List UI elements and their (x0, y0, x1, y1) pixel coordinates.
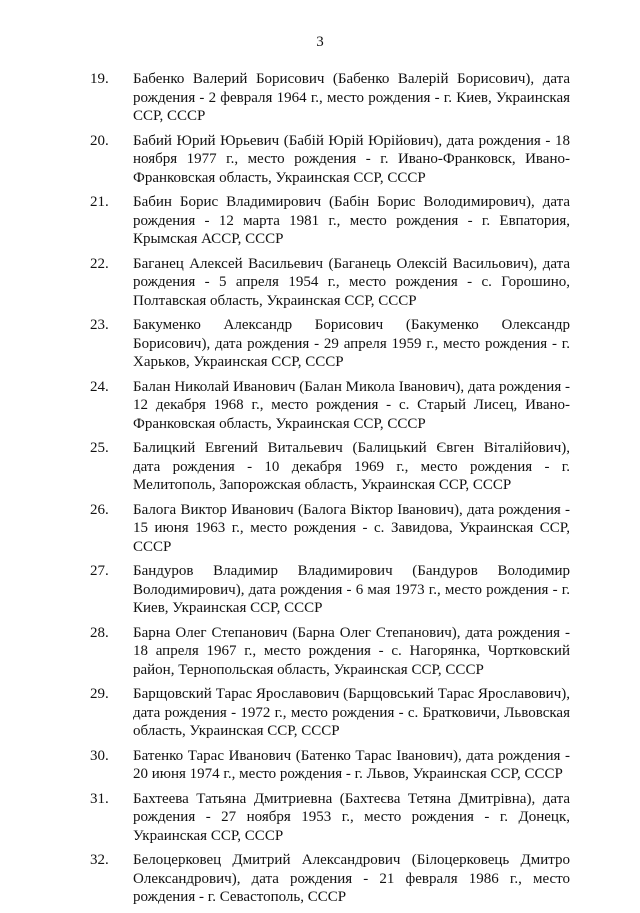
entry-number: 22. (90, 255, 109, 272)
entry-number: 28. (90, 624, 109, 641)
list-item (90, 439, 570, 495)
entry-number: 23. (90, 317, 109, 333)
list-item (90, 255, 570, 311)
entry-text: Балицкий Евгений Витальевич (Балицький Євген Віталійович), дата рождения - 10 декабря 1969 г., место рождения - г. Мелитополь, Запорожская область, Украинская ССР, СССР (133, 440, 570, 493)
entry-text: Бахтеева Татьяна Дмитриевна (Бахтеєва Тетяна Дмитрівна), дата рождения - 27 ноября 1953 г., место рождения - г. Донецк, Украинская ССР, СССР (133, 790, 570, 844)
entry-text: Батенко Тарас Иванович (Батенко Тарас Іванович), дата рождения - 20 июня 1974 г., место рождения - г. Львов, Украинская ССР, СССР (133, 747, 570, 782)
list-item (90, 790, 570, 846)
list-item (90, 193, 570, 249)
list-item (90, 851, 570, 907)
entry-text: Бабий Юрий Юрьевич (Бабій Юрій Юрійович), дата рождения - 18 ноября 1977 г., место рождения - г. Ивано-Франковск, Ивано-Франковская область, Украинская ССР, СССР (133, 132, 570, 186)
list-item (90, 624, 570, 680)
list-item (90, 562, 570, 618)
entry-text: Бандуров Владимир Владимирович (Бандуров Володимир Володимирович), дата рождения - 6 мая 1973 г., место рождения - г. Киев, Украинская ССР, СССР (133, 563, 570, 616)
entry-number: 27. (90, 563, 109, 579)
list-item (90, 132, 570, 188)
entry-text: Бабенко Валерий Борисович (Бабенко Валерій Борисович), дата рождения - 2 февраля 1964 г., место рождения - г. Киев, Украинская ССР, СССР (133, 71, 570, 124)
entry-number: 26. (90, 501, 109, 518)
entry-number: 20. (90, 132, 109, 149)
entry-number: 19. (90, 71, 109, 87)
entry-number: 32. (90, 852, 109, 868)
entry-text: Бабин Борис Владимирович (Бабін Борис Володимирович), дата рождения - 12 марта 1981 г., место рождения - г. Евпатория, Крымская АССР, СССР (133, 194, 570, 247)
entry-text: Белоцерковец Дмитрий Александрович (Білоцерковець Дмитро Олександрович), дата рождения - 21 февраля 1986 г., место рождения - г. Севастополь, СССР (133, 852, 570, 905)
entry-number: 30. (90, 747, 109, 764)
entry-text: Балога Виктор Иванович (Балога Віктор Іванович), дата рождения - 15 июня 1963 г., место рождения - с. Завидова, Украинская ССР, СССР (133, 501, 570, 555)
entry-text: Баганец Алексей Васильевич (Баганець Олексій Васильович), дата рождения - 5 апреля 1954 г., место рождения - с. Горошино, Полтавская область, Украинская ССР, СССР (133, 255, 570, 309)
list-item (90, 70, 570, 126)
page-number: 3 (316, 34, 324, 50)
list-item (90, 501, 570, 557)
entry-number: 31. (90, 790, 109, 807)
entry-text: Барщовский Тарас Ярославович (Барщовський Тарас Ярославович), дата рождения - 1972 г., место рождения - с. Братковичи, Львовская область, Украинская ССР, СССР (133, 686, 570, 739)
entry-number: 25. (90, 440, 109, 456)
entry-text: Балан Николай Иванович (Балан Микола Іванович), дата рождения - 12 декабря 1968 г., место рождения - с. Старый Лисец, Ивано-Франковская область, Украинская ССР, СССР (133, 378, 570, 432)
list-item (90, 316, 570, 372)
entry-number: 29. (90, 686, 109, 702)
list-item (90, 747, 570, 784)
entry-text: Барна Олег Степанович (Барна Олег Степанович), дата рождения - 18 апреля 1967 г., место рождения - с. Нагорянка, Чортковский район, Тернопольская область, Украинская ССР, СССР (133, 624, 570, 678)
entry-number: 21. (90, 194, 109, 210)
entry-number: 24. (90, 378, 109, 395)
entry-text: Бакуменко Александр Борисович (Бакуменко Олександр Борисович), дата рождения - 29 апреля 1959 г., место рождения - г. Харьков, Украинская ССР, СССР (133, 317, 570, 370)
entry-list (90, 70, 570, 913)
list-item (90, 685, 570, 741)
list-item (90, 378, 570, 434)
